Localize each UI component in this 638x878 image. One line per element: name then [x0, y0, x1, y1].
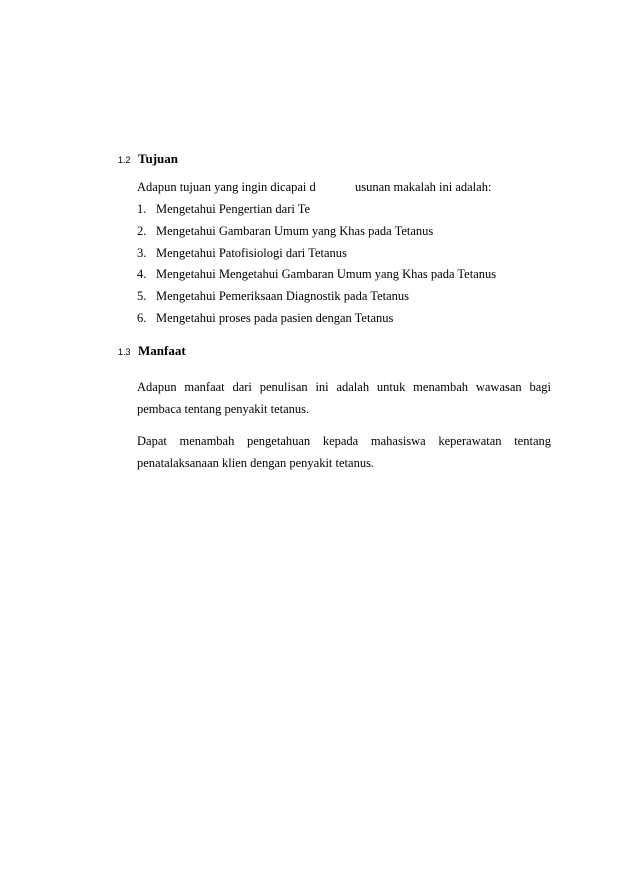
paragraph-1-line-1: Adapun manfaat dari penulisan ini adalah untuk menambah wawasan bagi	[137, 380, 551, 394]
list-item-number: 4.	[137, 267, 147, 281]
list-item-text: Mengetahui Patofisiologi dari Tetanus	[156, 246, 347, 260]
list-item	[137, 246, 347, 261]
section-heading-tujuan	[118, 151, 178, 167]
list-item-text: Mengetahui Pengertian dari Te	[156, 202, 311, 216]
list-item	[137, 267, 496, 282]
list-item-number: 3.	[137, 246, 147, 260]
list-item-text: Mengetahui Gambaran Umum yang Khas pada Tetanus	[156, 224, 434, 238]
list-item-number: 5.	[137, 289, 147, 303]
list-item-text: Mengetahui Mengetahui Gambaran Umum yang Khas pada Tetanus	[156, 267, 497, 281]
section-title: Tujuan	[138, 151, 178, 166]
list-item	[137, 224, 433, 239]
list-item	[137, 311, 393, 326]
paragraph-1-line-2: pembaca tentang penyakit tetanus.	[137, 402, 310, 416]
section-heading-manfaat	[118, 343, 186, 359]
section-title: Manfaat	[138, 343, 186, 358]
paragraph-2-line-2: penatalaksanaan klien dengan penyakit tetanus.	[137, 456, 375, 470]
paragraph-2-line-1: Dapat menambah pengetahuan kepada mahasiswa keperawatan tentang	[137, 434, 551, 448]
list-item-number: 2.	[137, 224, 147, 238]
section-number: 1.2	[118, 155, 131, 165]
section-number: 1.3	[118, 347, 131, 357]
list-item	[137, 202, 310, 217]
intro-text-before: Adapun tujuan yang ingin dicapai d	[137, 180, 316, 194]
intro-text-after: usunan makalah ini adalah:	[355, 180, 492, 194]
list-item-text: Mengetahui Pemeriksaan Diagnostik pada Tetanus	[156, 289, 409, 303]
list-item-number: 6.	[137, 311, 147, 325]
list-item-number: 1.	[137, 202, 147, 216]
list-item	[137, 289, 409, 304]
list-item-text: Mengetahui proses pada pasien dengan Tetanus	[156, 311, 394, 325]
